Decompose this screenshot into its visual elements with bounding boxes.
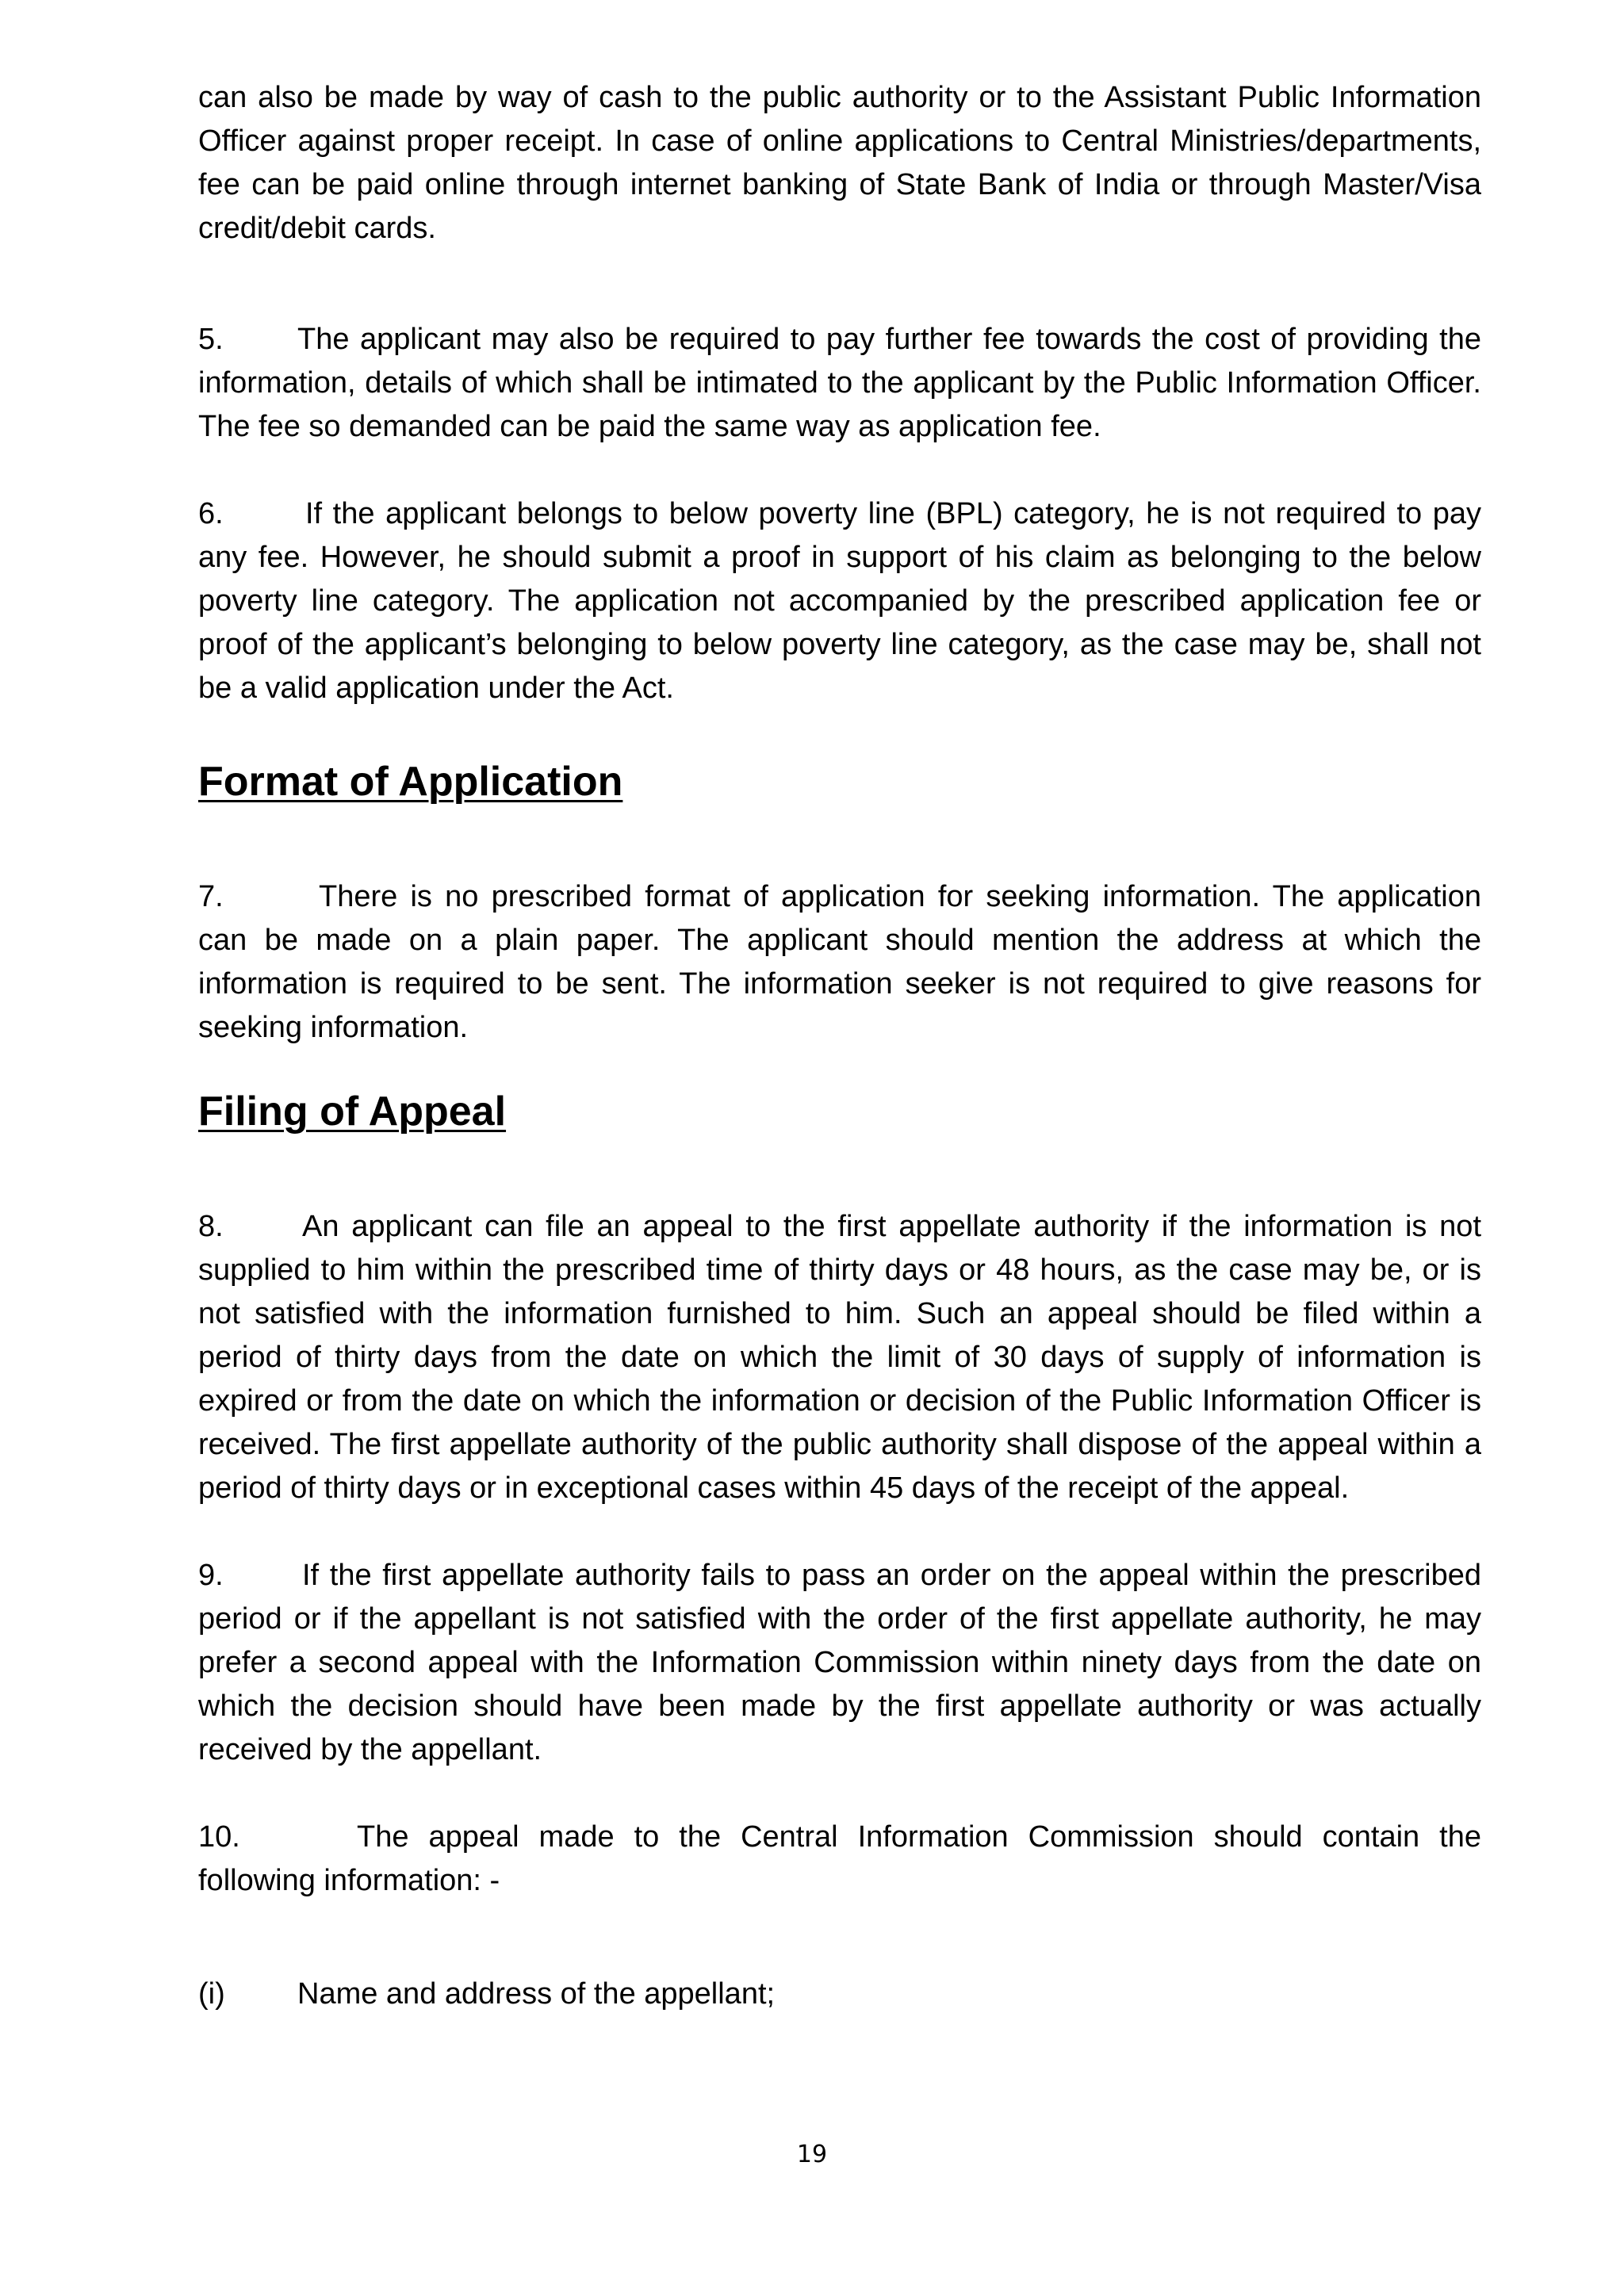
paragraph-text: The appeal made to the Central Information Commission should contain the following information: - — [198, 1820, 1481, 1897]
heading-format-of-application: Format of Application — [198, 759, 623, 805]
paragraph-5 — [198, 318, 1481, 449]
paragraph-number: 5. — [198, 323, 224, 356]
page-number: 19 — [796, 2141, 828, 2168]
paragraph-text: There is no prescribed format of application for seeking information. The application can be made on a plain paper. The applicant should mention the address at which the information is required to be sent. The information seeker is not required to give reasons for seeking information. — [198, 880, 1481, 1044]
paragraph-text: The applicant may also be required to pay further fee towards the cost of providing the information, details of which shall be intimated to the applicant by the Public Information Officer. The fee so demanded can be paid the same way as application fee. — [198, 323, 1481, 443]
paragraph-number: 8. — [198, 1210, 224, 1243]
paragraph-number: 10. — [198, 1820, 240, 1854]
document-page — [198, 76, 1481, 2016]
paragraph-8 — [198, 1205, 1481, 1510]
paragraph-7 — [198, 875, 1481, 1050]
list-item-i — [198, 1973, 1481, 2016]
list-item-text: Name and address of the appellant; — [297, 1977, 776, 2011]
paragraph-text: If the applicant belongs to below poverty line (BPL) category, he is not required to pay any fee. However, he should submit a proof in support of his claim as belonging to the below poverty line category. The application not accompanied by the prescribed application fee or proof of the applicant’s belonging to below poverty line category, as the case may be, shall not be a valid application under the Act. — [198, 497, 1481, 705]
paragraph-number: 7. — [198, 880, 224, 913]
paragraph-number: 6. — [198, 497, 224, 530]
paragraph-text: An applicant can file an appeal to the first appellate authority if the information is not supplied to him within the prescribed time of thirty days or 48 hours, as the case may be, or is not satisfied with the information furnished to him. Such an appeal should be filed within a period of thirty days from the date on which the limit of 30 days of supply of information is expired or from the date on which the information or decision of the Public Information Officer is received. The first appellate authority of the public authority shall dispose of the appeal within a period of thirty days or in exceptional cases within 45 days of the receipt of the appeal. — [198, 1210, 1481, 1505]
continuation-paragraph: can also be made by way of cash to the public authority or to the Assistant Public Information Officer against proper receipt. In case of online applications to Central Ministries/departments, fee can be paid online through internet banking of State Bank of India or through Master/Visa credit/debit cards. — [198, 81, 1481, 245]
heading-filing-of-appeal: Filing of Appeal — [198, 1089, 507, 1135]
paragraph-text: If the first appellate authority fails to pass an order on the appeal within the prescribed period or if the appellant is not satisfied with the order of the first appellate authority, he may prefer a second appeal with the Information Commission within ninety days from the date on which the decision should have been made by the first appellate authority or was actually received by the appellant. — [198, 1559, 1481, 1766]
paragraph-9 — [198, 1554, 1481, 1772]
list-marker: (i) — [198, 1977, 225, 2011]
paragraph-6 — [198, 492, 1481, 710]
paragraph-10 — [198, 1816, 1481, 1903]
paragraph-number: 9. — [198, 1559, 224, 1592]
